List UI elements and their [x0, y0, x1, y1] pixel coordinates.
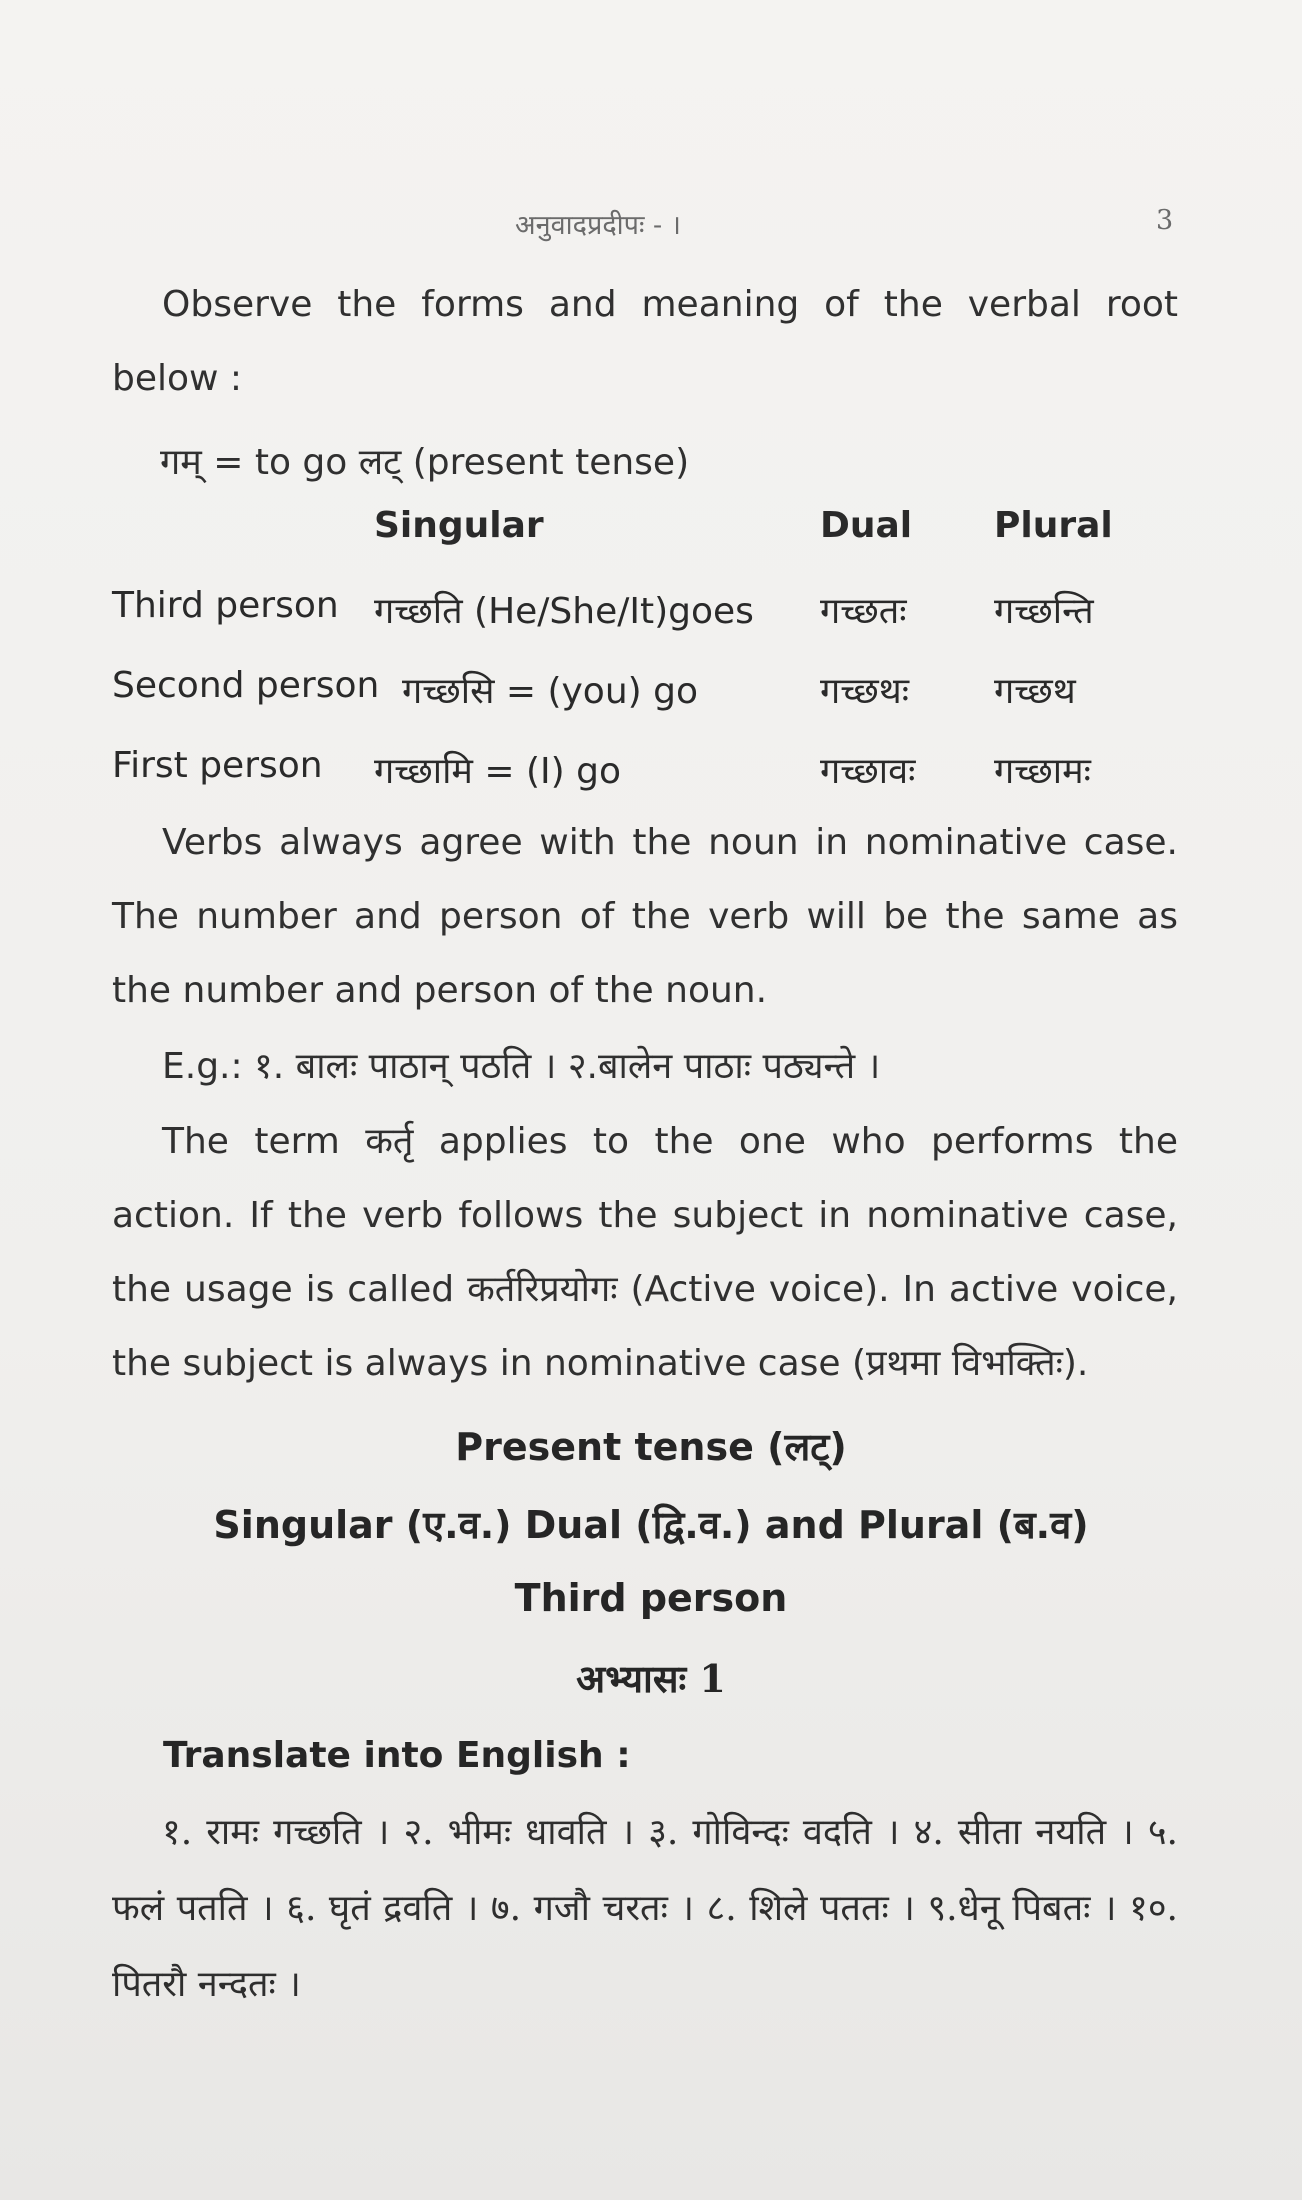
- plural-form: गच्छन्ति: [994, 591, 1094, 632]
- singular-form: गच्छामि = (I) go: [374, 751, 622, 792]
- dual-form: गच्छतः: [820, 591, 907, 632]
- header-dual: Dual: [820, 505, 913, 546]
- page-number: 3: [1156, 205, 1174, 236]
- exercise-sentences: १. रामः गच्छति । २. भीमः धावति । ३. गोविन्दः वदति । ४. सीता नयति । ५. फलं पतति । ६. घृतं द्रवति । ७. गजौ चरतः । ८. शिले पततः । ९.धेनू पिबतः । १०. पितरौ नन्दतः ।: [112, 1812, 1178, 2005]
- plural-form: गच्छामः: [994, 751, 1091, 792]
- section-subtitle: Singular (ए.व.) Dual (द्वि.व.) and Plural (ब.व): [213, 1503, 1089, 1547]
- table-header-row: [112, 505, 1182, 585]
- dual-form: गच्छावः: [820, 751, 916, 792]
- plural-form: गच्छथ: [994, 671, 1076, 712]
- person-label: Second person: [112, 665, 380, 706]
- running-head: [0, 205, 1302, 245]
- table-row: [112, 665, 1182, 745]
- person-label: Third person: [112, 585, 339, 626]
- karta-paragraph: The term कर्तृ applies to the one who performs the action. If the verb follows the subject in nominative case, the usage is called कर्तरिप्रयोगः (Active voice). In active voice, the subject is always in nominative case (प्रथमा विभक्तिः).: [112, 1121, 1178, 1384]
- root-line: गम् = to go लट् (present tense): [160, 442, 690, 483]
- singular-form: गच्छसि = (you) go: [402, 671, 699, 712]
- section-title: Present tense (लट्): [455, 1425, 847, 1469]
- exercise-instruction: Translate into English :: [163, 1735, 631, 1776]
- table-row: [112, 585, 1182, 665]
- agreement-paragraph: Verbs always agree with the noun in nominative case. The number and person of the verb will be the same as the number and person of the noun.: [112, 822, 1178, 1011]
- intro-paragraph: Observe the forms and meaning of the verbal root below :: [112, 284, 1178, 399]
- exercise-title: अभ्यासः 1: [576, 1656, 726, 1701]
- section-person: Third person: [514, 1576, 788, 1620]
- header-plural: Plural: [994, 505, 1113, 546]
- conjugation-table: [112, 505, 1182, 825]
- person-label: First person: [112, 745, 323, 786]
- singular-form: गच्छति (He/She/It)goes: [374, 591, 754, 632]
- running-head-title: अनुवादप्रदीपः - ।: [515, 210, 681, 241]
- example-line: E.g.: १. बालः पाठान् पठति । २.बालेन पाठाः पठ्यन्ते ।: [162, 1046, 881, 1087]
- header-singular: Singular: [374, 505, 544, 546]
- dual-form: गच्छथः: [820, 671, 910, 712]
